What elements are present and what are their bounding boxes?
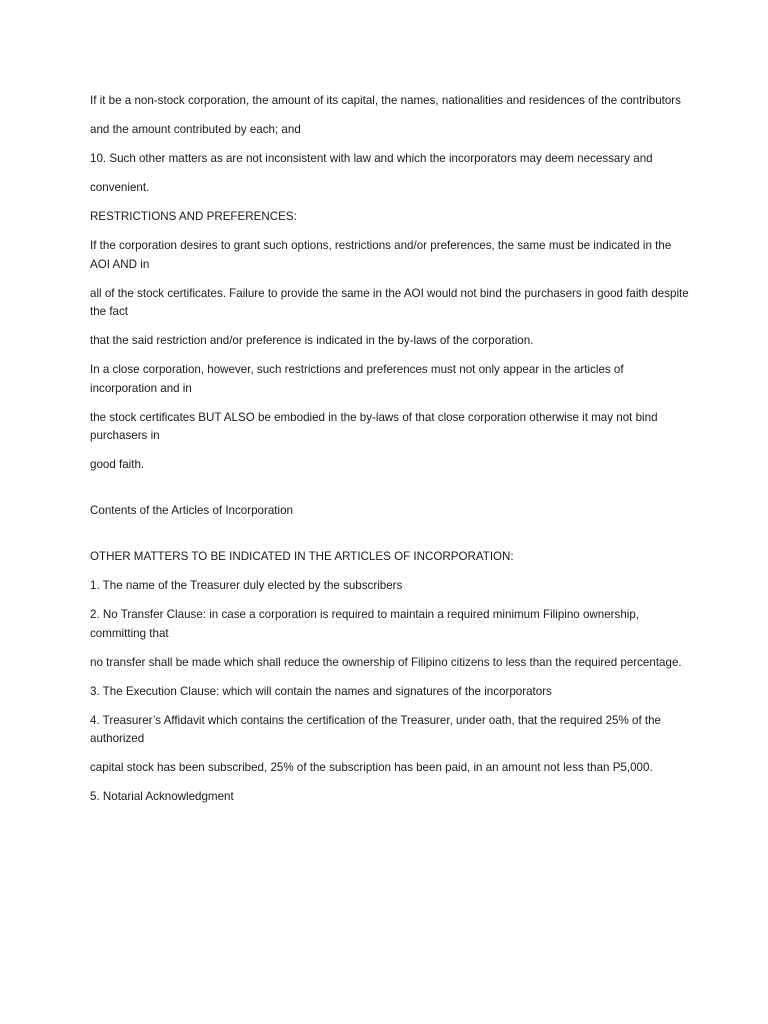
paragraph-item-10: 10. Such other matters as are not inconsistent with law and which the incorporators may deem necessary and [90, 152, 653, 165]
heading-other-matters: OTHER MATTERS TO BE INDICATED IN THE ARTICLES OF INCORPORATION: [90, 550, 514, 563]
list-item-no-transfer-clause: 2. No Transfer Clause: in case a corporation is required to maintain a required minimum Filipino ownership, committing that [90, 608, 640, 640]
paragraph-convenient: convenient. [90, 181, 150, 194]
list-item-treasurers-affidavit: 4. Treasurer’s Affidavit which contains the certification of the Treasurer, under oath, that the required 25% of the authorized [90, 713, 662, 745]
document-page [90, 92, 690, 817]
list-item-notarial-acknowledgment: 5. Notarial Acknowledgment [90, 790, 234, 803]
paragraph-no-transfer-continued: no transfer shall be made which shall reduce the ownership of Filipino citizens to less than the required percentage. [90, 655, 682, 669]
list-item-treasurer-name: 1. The name of the Treasurer duly elected by the subscribers [90, 579, 403, 592]
paragraph-close-corporation: In a close corporation, however, such restrictions and preferences must not only appear in the articles of incorporation and in [90, 363, 624, 395]
paragraph-non-stock-capital: If it be a non-stock corporation, the amount of its capital, the names, nationalities and residences of the contributors [90, 94, 681, 107]
list-item-execution-clause: 3. The Execution Clause: which will contain the names and signatures of the incorporators [90, 684, 552, 698]
paragraph-stock-certificates: all of the stock certificates. Failure to provide the same in the AOI would not bind the purchasers in good faith despite the fact [90, 286, 689, 318]
spacer [90, 485, 690, 502]
heading-contents-aoi: Contents of the Articles of Incorporation [90, 504, 294, 517]
paragraph-amount-contributed: and the amount contributed by each; and [90, 123, 301, 136]
paragraph-embodied-by-laws: the stock certificates BUT ALSO be embodied in the by-laws of that close corporation otherwise it may not bind purchasers in [90, 410, 658, 442]
paragraph-good-faith: good faith. [90, 458, 145, 471]
paragraph-capital-stock-subscribed: capital stock has been subscribed, 25% of the subscription has been paid, in an amount not less than P5,000. [90, 761, 653, 774]
paragraph-grant-options: If the corporation desires to grant such options, restrictions and/or preferences, the same must be indicated in the AOI AND in [90, 239, 672, 271]
heading-restrictions-preferences: RESTRICTIONS AND PREFERENCES: [90, 210, 297, 223]
spacer [90, 531, 690, 548]
paragraph-by-laws-restriction: that the said restriction and/or preference is indicated in the by-laws of the corporation. [90, 334, 534, 347]
